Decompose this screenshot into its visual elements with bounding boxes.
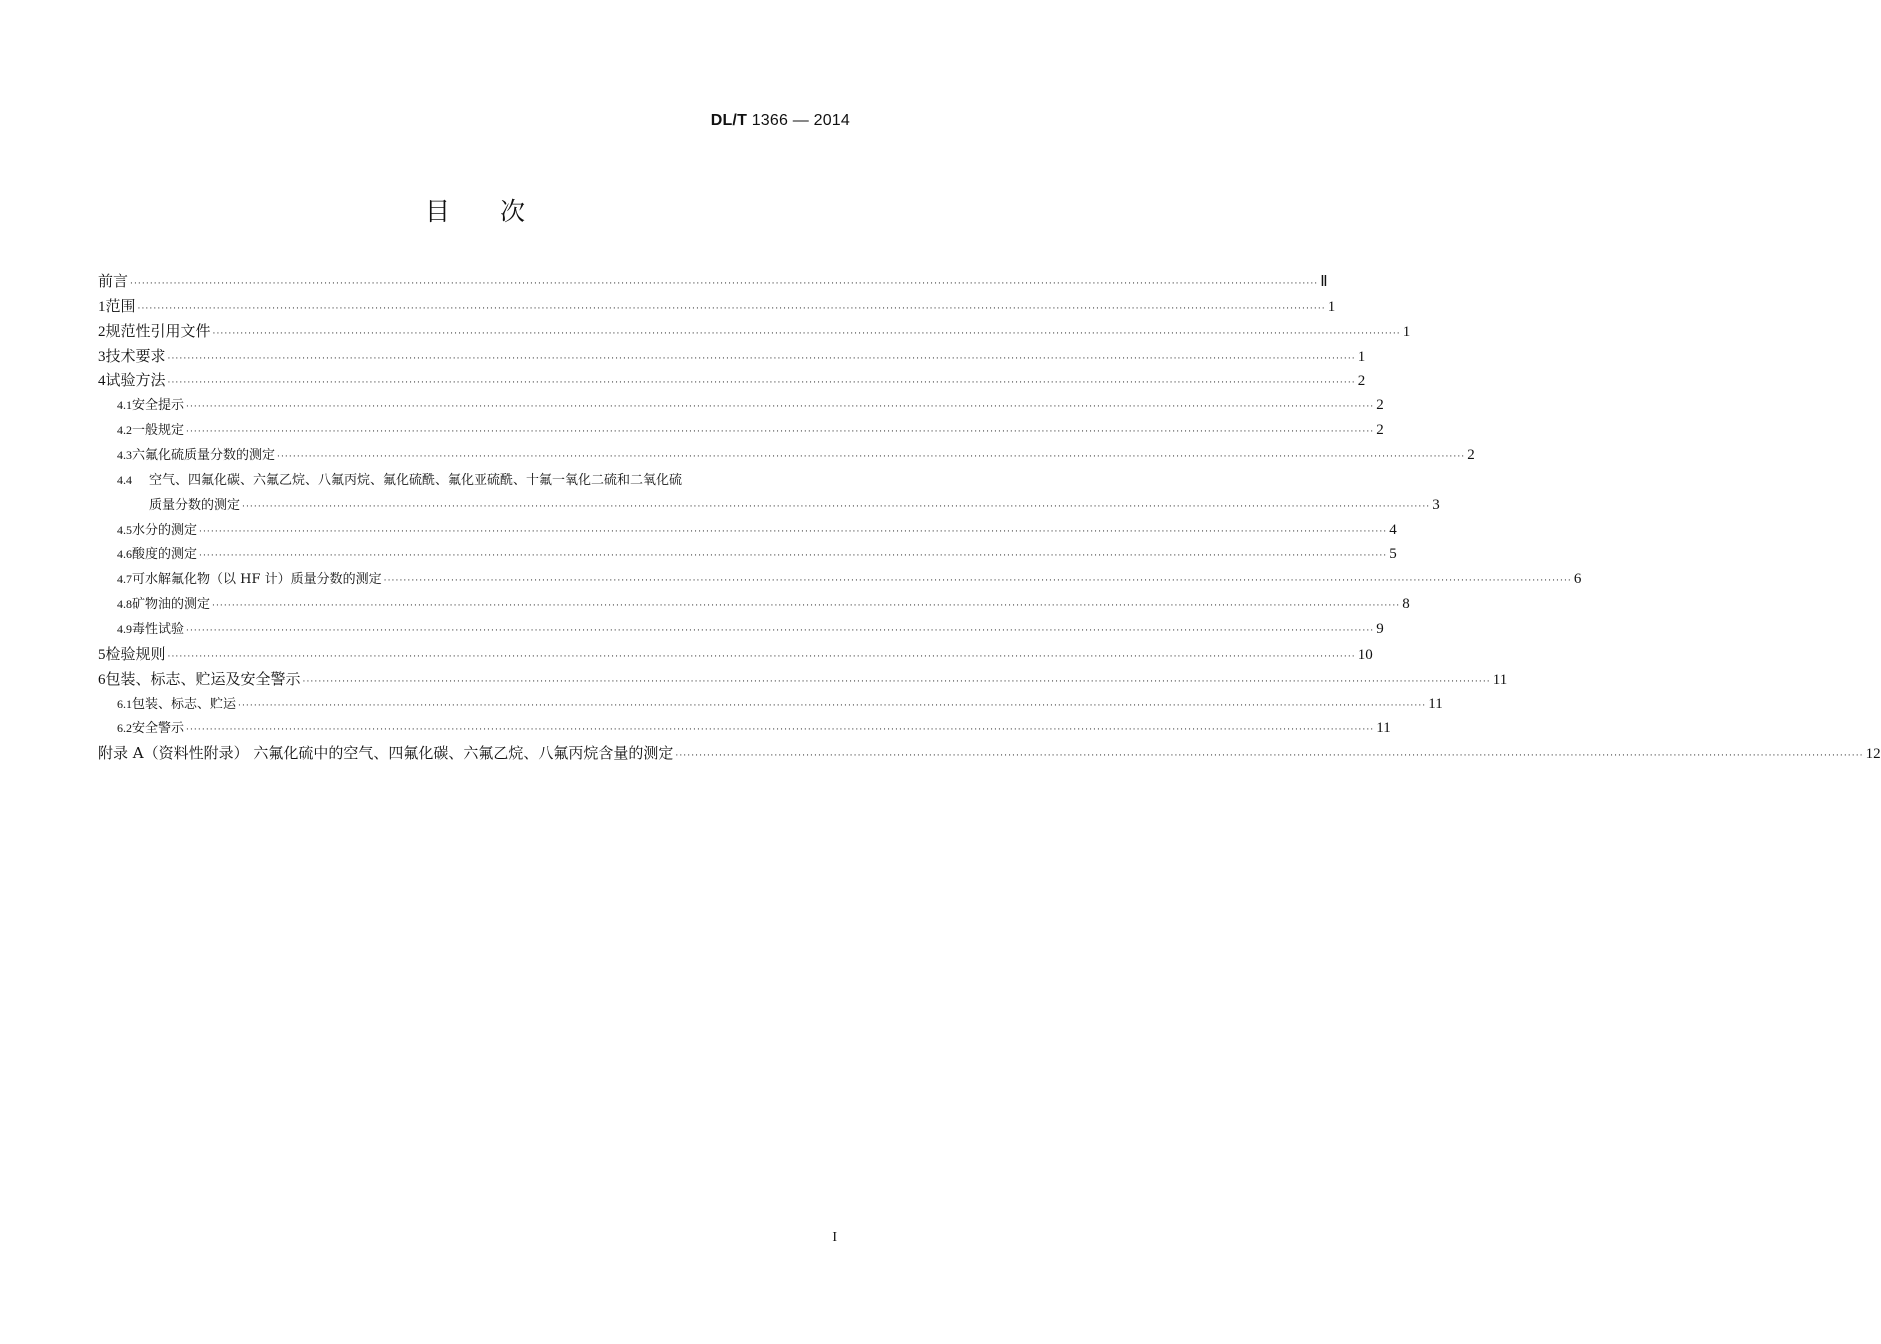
toc-entry-label: 前言 [98,272,129,290]
document-code-number: 1366 — 2014 [747,112,850,129]
toc-entry[interactable] [98,567,1582,592]
toc-entry-label: 检验规则 [105,644,166,663]
toc-leader-dots: ············································································································································································································································································································ [186,725,1375,736]
toc-entry-page: 1 [1357,348,1366,365]
table-of-contents [98,269,1881,766]
toc-entry[interactable] [98,692,1443,717]
toc-entry-label: 六氟化硫质量分数的测定 [132,448,276,464]
toc-entry-page: 4 [1389,521,1397,538]
toc-entry-label: 矿物油的测定 [132,597,211,613]
toc-leader-dots: ············································································································································································································································································································ [212,601,1401,612]
toc-entry-number: 4.9 [117,622,132,637]
toc-entry-number: 6.1 [117,696,132,711]
toc-entry-label: 可水解氟化物（以 HF 计）质量分数的测定 [132,572,382,588]
toc-leader-dots: ············································································································································································································································································································ [167,651,1356,662]
toc-entry-number: 6 [98,671,106,688]
toc-entry-number: 4.2 [117,423,132,438]
toc-entry-label: 一般规定 [132,423,185,439]
toc-entry[interactable] [98,617,1384,642]
toc-entry-page: 10 [1357,646,1373,663]
toc-entry-page: 6 [1573,571,1582,588]
toc-entry-page: Ⅱ [1320,274,1328,290]
toc-entry[interactable] [98,493,1440,518]
toc-leader-dots: ············································································································································································································································································································ [186,626,1375,637]
toc-leader-dots: ············································································································································································································································································································ [137,303,1326,314]
toc-entry-number: 1 [98,298,106,315]
toc-entry[interactable] [98,294,1336,319]
toc-leader-dots: ············································································································································································································································································································ [302,676,1491,687]
toc-entry-number: 3 [98,348,106,365]
toc-leader-dots: ············································································································································································································································································································ [186,402,1375,413]
toc-entry[interactable] [98,269,1328,294]
toc-entry-number: 4.5 [117,522,132,537]
toc-leader-dots: ············································································································································································································································································································ [167,378,1356,389]
toc-entry-page: 9 [1376,621,1384,638]
toc-entry-page: 12 [1865,746,1881,763]
toc-entry-label: 附录 A（资料性附录） 六氟化硫中的空气、四氟化碳、六氟乙烷、八氟丙烷含量的测定 [98,744,674,763]
toc-entry-page: 11 [1376,720,1391,737]
toc-entry-label: 技术要求 [105,346,166,365]
page-number: I [832,1230,837,1245]
toc-entry-page: 8 [1402,596,1410,613]
toc-leader-dots: ············································································································································································································································································································ [242,501,1431,512]
toc-entry[interactable] [98,667,1508,692]
toc-leader-dots: ············································································································································································································································································································ [199,551,1388,562]
toc-entry[interactable] [98,592,1410,617]
toc-entry-label: 规范性引用文件 [105,321,211,340]
toc-entry-number: 4 [98,373,106,390]
toc-entry-number: 4.4 [117,472,132,487]
toc-entry[interactable] [98,518,1397,543]
toc-entry-label: 范围 [105,296,136,315]
toc-leader-dots: ············································································································································································································································································································ [199,526,1388,537]
toc-leader-dots: ············································································································································································································································································································ [383,576,1572,587]
toc-entry-label: 安全提示 [132,398,185,414]
toc-entry[interactable] [98,344,1366,369]
toc-entry-page: 11 [1492,671,1508,688]
toc-entry-number: 4.7 [117,572,132,587]
document-code [711,112,850,130]
toc-entry-number: 4.8 [117,597,132,612]
toc-entry-label: 毒性试验 [132,622,185,638]
toc-entry[interactable] [98,368,1366,393]
toc-entry-label: 酸度的测定 [132,547,198,563]
toc-entry[interactable] [98,542,1397,567]
toc-entry-page: 1 [1402,323,1411,340]
toc-leader-dots: ············································································································································································································································································································ [212,328,1401,339]
toc-entry[interactable] [98,468,851,493]
toc-leader-dots: ············································································································································································································································································································ [675,751,1864,762]
document-code-prefix: DL/T [710,112,748,129]
toc-entry[interactable] [98,319,1411,344]
toc-entry-label: 质量分数的测定 [149,497,241,513]
toc-leader-dots: ············································································································································································································································································································ [186,427,1375,438]
toc-entry-label: 空气、四氟化碳、六氟乙烷、八氟丙烷、氟化硫酰、氟化亚硫酰、十氟一氧化二硫和二氧化硫 [149,472,683,488]
toc-entry-page: 3 [1432,496,1440,513]
toc-entry-page: 2 [1357,373,1366,390]
page-title: 目次 [424,197,575,226]
toc-entry[interactable] [98,418,1384,443]
toc-entry-page: 1 [1327,298,1336,315]
toc-leader-dots: ············································································································································································································································································································ [238,700,1427,711]
toc-entry[interactable] [98,642,1373,667]
toc-entry-page: 2 [1376,397,1384,414]
toc-entry[interactable] [98,741,1881,766]
toc-entry-number: 4.1 [117,398,132,413]
toc-leader-dots: ············································································································································································································································································································ [130,279,1319,289]
toc-entry-number: 6.2 [117,721,132,736]
toc-leader-dots: ············································································································································································································································································································ [277,452,1466,463]
toc-entry-number: 4.6 [117,547,132,562]
toc-entry-page: 5 [1389,546,1397,563]
toc-entry[interactable] [98,393,1384,418]
toc-leader-dots: ············································································································································································································································································································ [167,353,1356,364]
toc-entry-number: 2 [98,323,106,340]
toc-entry-number: 5 [98,646,106,663]
toc-entry-label: 安全警示 [132,721,185,737]
toc-entry-label: 试验方法 [105,371,166,390]
toc-entry-page: 11 [1428,695,1443,712]
toc-entry-number: 4.3 [117,448,132,463]
toc-entry[interactable] [98,716,1391,741]
toc-entry-label: 水分的测定 [132,522,198,538]
toc-entry-page: 2 [1467,447,1475,464]
toc-entry-label: 包装、标志、贮运 [132,696,237,712]
toc-entry-page: 2 [1376,422,1384,439]
toc-entry[interactable] [98,443,1475,468]
toc-entry-label: 包装、标志、贮运及安全警示 [105,669,301,688]
